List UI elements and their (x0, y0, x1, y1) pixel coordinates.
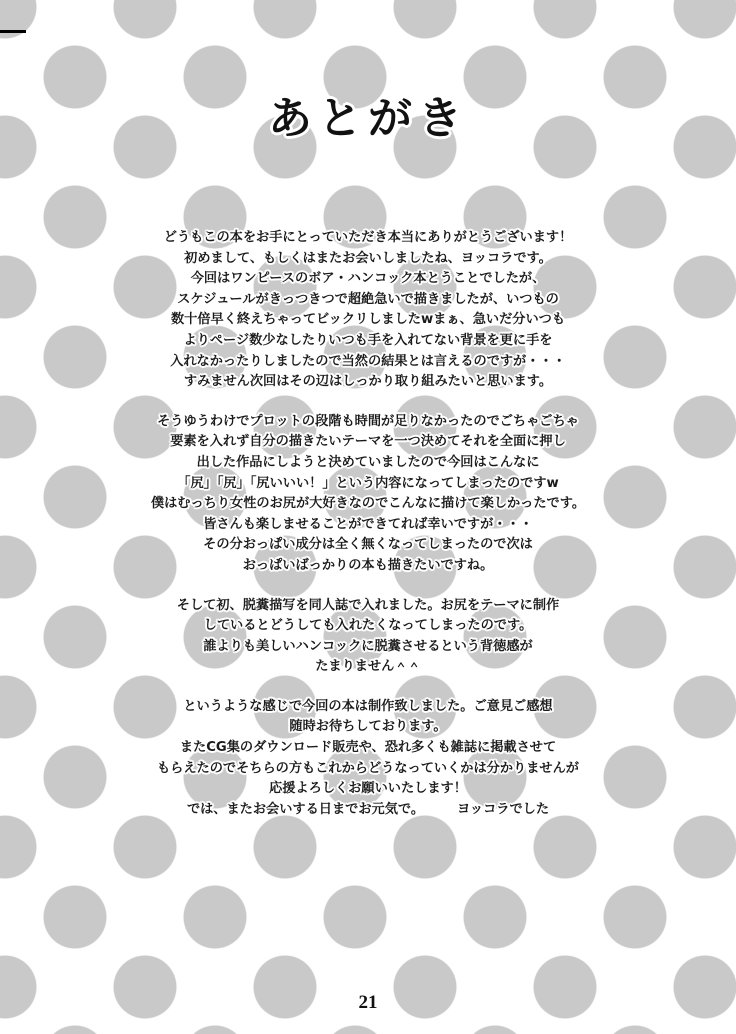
text-line: 入れなかったりしましたので当然の結果とは言えるのですが・・・ (170, 353, 566, 369)
text-line: 随時お待ちしております。 (289, 719, 447, 735)
text-line: すみません次回はその辺はしっかり取り組みたいと思います。 (183, 374, 553, 390)
paragraph-1 (96, 228, 640, 393)
text-line: 誰よりも美しいハンコックに脱糞させるという背徳感が (203, 638, 533, 654)
text-line: しているとどうしても入れたくなってしまったのです。 (203, 618, 533, 634)
text-line: というような感じで今回の本は制作致しました。ご意見ご感想 (183, 698, 553, 714)
text-line: 皆さんも楽しませることができてれば幸いですが・・・ (203, 516, 533, 532)
text-line: またCG集のダウンロード販売や、恐れ多くも雑誌に掲載させて (179, 740, 557, 756)
text-line: 応援よろしくお願いいたします！ (269, 781, 467, 797)
text-line: どうもこの本をお手にとっていただき本当にありがとうございます！ (163, 230, 573, 245)
text-line: 僕はむっちり女性のお尻が大好きなのでこんなに描けて楽しかったです。 (150, 496, 586, 512)
text-line: 「尻」「尻」「尻いいい！」という内容になってしまったのですw (177, 475, 559, 491)
text-line: 出した作品にしようと決めていましたので今回はこんなに (196, 454, 540, 470)
text-line: 初めまして、もしくはまたお会いしましたね、ヨッコラです。 (184, 250, 552, 266)
text-line: では、またお会いする日までお元気で。 ヨッコラでした (186, 801, 550, 817)
text-line: そして初、脱糞描写を同人誌で入れました。お尻をテーマに制作 (176, 597, 560, 613)
paragraph-4 (96, 697, 640, 821)
text-line: そうゆうわけでプロットの段階も時間が足りなかったのでごちゃごちゃ (157, 413, 579, 429)
text-line: 今回はワンピースのボア・ハンコック本とうことでしたが、 (190, 271, 546, 287)
page-title: あとがき (268, 93, 468, 144)
text-line: もらえたのでそちらの方もこれからどうなっていくかは分かりませんが (157, 760, 579, 776)
text-line: よりページ数少なしたりいつも手を入れてない背景を更に手を (183, 332, 553, 348)
text-line: おっぱいばっかりの本も描きたいですね。 (242, 557, 494, 573)
text-line: 要素を入れず自分の描きたいテーマを一つ決めてそれを全面に押し (170, 434, 566, 450)
afterword-body (96, 228, 640, 820)
paragraph-2 (96, 412, 640, 577)
text-line: その分おっぱい成分は全く無くなってしまったので次は (203, 537, 533, 553)
text-line: 数十倍早く終えちゃってビックリしましたwまぁ、急いだ分いつも (170, 312, 566, 328)
paragraph-3 (96, 596, 640, 678)
page-number: 21 (358, 992, 378, 1013)
text-line: スケジュールがきっつきつで超絶急いで描きましたが、いつもの (177, 291, 559, 307)
text-line: たまりません＾＾ (315, 659, 421, 675)
